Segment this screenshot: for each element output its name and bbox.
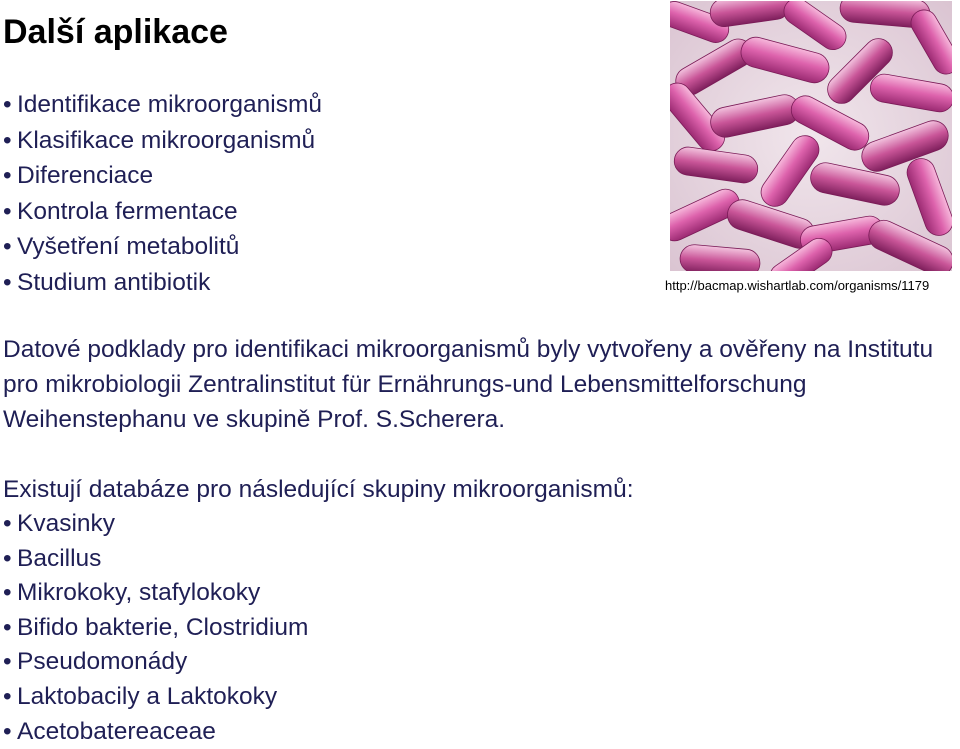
- list-item: [3, 123, 322, 159]
- list-item: [3, 680, 308, 715]
- bullet: •: [3, 268, 12, 296]
- bullet: •: [3, 682, 12, 710]
- list-item: [3, 542, 308, 577]
- description-paragraph: Datové podklady pro identifikaci mikroorganismů byly vytvořeny a ověřeny na Institutu pro mikrobiologii Zentralinstitut für Ernährungs-und Lebensmittelforschung Weihenstephanu ve skupině Prof. S.Scherera.: [3, 336, 934, 433]
- list-item: [3, 645, 308, 680]
- bullet: •: [3, 613, 12, 641]
- list-item-label: Diferenciace: [17, 162, 154, 189]
- list-item: [3, 229, 322, 265]
- list-item: [3, 158, 322, 194]
- bullet: •: [3, 126, 12, 154]
- list-item-label: Klasifikace mikroorganismů: [17, 126, 316, 154]
- list-item-label: Laktobacily a Laktokoky: [17, 682, 278, 710]
- bullet: •: [3, 717, 12, 745]
- list-item: [3, 715, 308, 749]
- slide-title: Další aplikace: [3, 13, 228, 51]
- bullet: •: [3, 648, 12, 676]
- list-item-label: Vyšetření metabolitů: [17, 233, 240, 260]
- list-item: [3, 611, 308, 646]
- bullet: •: [3, 233, 12, 260]
- bullet: •: [3, 197, 12, 225]
- list-item-label: Bacillus: [17, 544, 102, 572]
- list-item-label: Kontrola fermentace: [17, 197, 238, 225]
- databases-intro: Existují databáze pro následující skupiny mikroorganismů:: [3, 476, 634, 503]
- list-item-label: Mikrokoky, stafylokoky: [17, 579, 261, 607]
- list-item-label: Kvasinky: [17, 510, 116, 537]
- list-item-label: Pseudomonády: [17, 648, 188, 676]
- databases-list: [3, 507, 308, 749]
- applications-list: [3, 87, 322, 300]
- bullet: •: [3, 510, 12, 537]
- list-item-label: Bifido bakterie, Clostridium: [17, 613, 309, 641]
- bacteria-micrograph-image: [670, 1, 952, 271]
- bullet: •: [3, 162, 12, 189]
- bullet: •: [3, 91, 12, 118]
- list-item: [3, 87, 322, 123]
- list-item: [3, 576, 308, 611]
- list-item: [3, 265, 322, 301]
- list-item-label: Acetobatereaceae: [17, 717, 216, 745]
- bullet: •: [3, 579, 12, 607]
- list-item-label: Studium antibiotik: [17, 268, 211, 296]
- list-item-label: Identifikace mikroorganismů: [17, 91, 323, 118]
- list-item: [3, 194, 322, 230]
- bullet: •: [3, 544, 12, 572]
- list-item: [3, 507, 308, 542]
- image-source-caption: http://bacmap.wishartlab.com/organisms/1179: [665, 278, 930, 293]
